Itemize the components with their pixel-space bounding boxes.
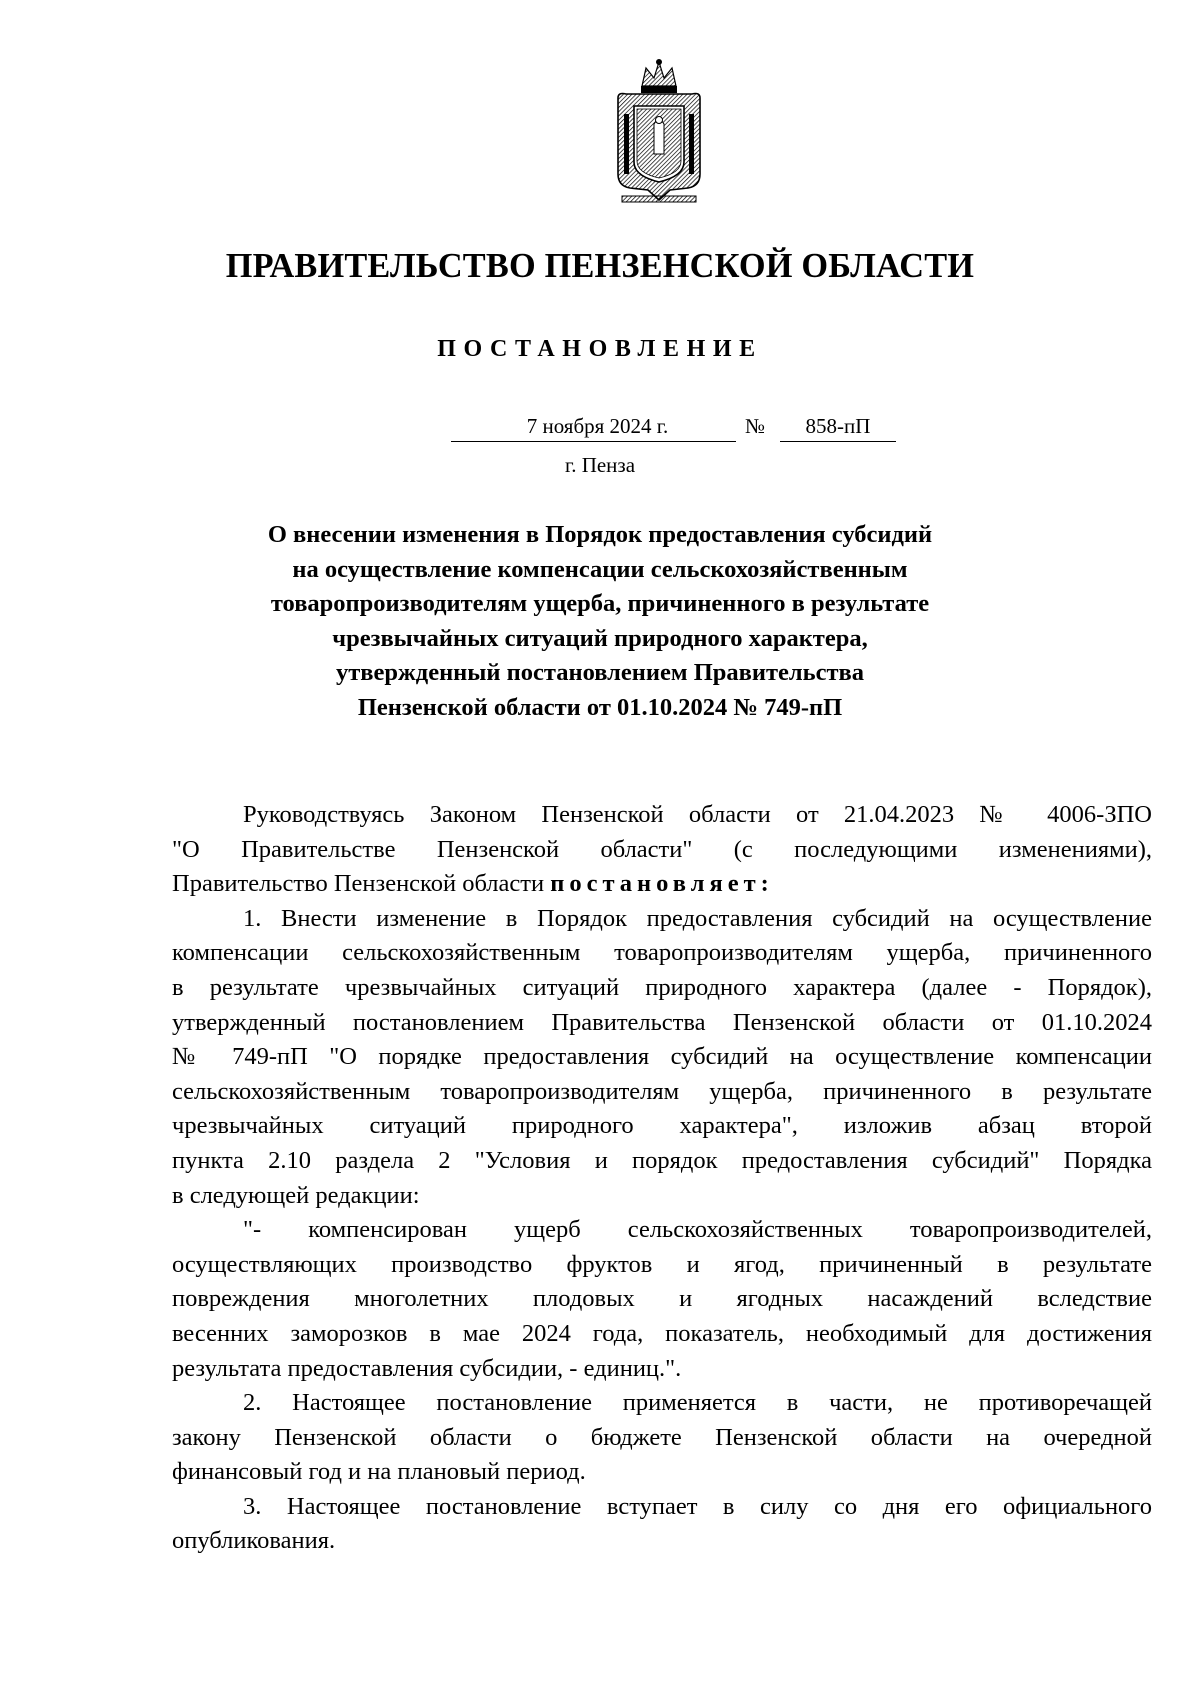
paragraph-1-line: утвержденный постановлением Правительства Пензенской области от 01.10.2024 bbox=[172, 1008, 1152, 1036]
resolution-verb: постановляет: bbox=[550, 870, 774, 898]
preamble-text: Правительство Пензенской области bbox=[172, 870, 551, 898]
quote-line: результата предоставления субсидии, - единиц.". bbox=[172, 1354, 682, 1382]
preamble-line: Руководствуясь Законом Пензенской области от 21.04.2023 № 4006-ЗПО bbox=[243, 801, 1152, 828]
paragraph-1-line: в результате чрезвычайных ситуаций природного характера (далее - Порядок), bbox=[172, 973, 1152, 1001]
paragraph-1-line: пункта 2.10 раздела 2 "Условия и порядок предоставления субсидий" Порядка bbox=[172, 1146, 1152, 1174]
document-date: 7 ноября 2024 г. bbox=[451, 412, 736, 442]
paragraph-1-line: чрезвычайных ситуаций природного характера", изложив абзац второй bbox=[172, 1112, 1152, 1140]
paragraph-1-line: в следующей редакции: bbox=[172, 1181, 420, 1209]
document-number: 858-пП bbox=[780, 412, 896, 442]
paragraph-3-line: 3. Настоящее постановление вступает в силу со дня его официального bbox=[243, 1492, 1152, 1520]
document-body bbox=[172, 798, 1152, 1559]
subject-line: чрезвычайных ситуаций природного характера, bbox=[332, 624, 868, 652]
penza-region-coat-of-arms-icon bbox=[604, 58, 714, 208]
preamble-line bbox=[172, 867, 1152, 902]
paragraph-2-line: 2. Настоящее постановление применяется в части, не противоречащей bbox=[243, 1389, 1152, 1417]
quote-line: осуществляющих производство фруктов и ягод, причиненный в результате bbox=[172, 1250, 1152, 1278]
document-type: ПОСТАНОВЛЕНИЕ bbox=[437, 336, 763, 362]
paragraph-1-line: компенсации сельскохозяйственным товаропроизводителям ущерба, причиненного bbox=[172, 939, 1152, 967]
date-number-line bbox=[451, 412, 1200, 444]
preamble-line: "О Правительстве Пензенской области" (с последующими изменениями), bbox=[172, 835, 1152, 863]
paragraph-2-line: финансовый год и на плановый период. bbox=[172, 1458, 586, 1486]
paragraph-1-line: 1. Внести изменение в Порядок предоставления субсидий на осуществление bbox=[243, 904, 1152, 932]
paragraph-2-line: закону Пензенской области о бюджете Пензенской области на очередной bbox=[172, 1423, 1152, 1451]
paragraph-3-line: опубликования. bbox=[172, 1527, 336, 1555]
subject-line: товаропроизводителям ущерба, причиненного в результате bbox=[270, 590, 930, 618]
document-subject bbox=[170, 518, 1030, 726]
subject-line: Пензенской области от 01.10.2024 № 749-пП bbox=[357, 693, 843, 721]
subject-line: на осуществление компенсации сельскохозяйственным bbox=[292, 555, 908, 583]
quote-line: весенних заморозков в мае 2024 года, показатель, необходимый для достижения bbox=[172, 1319, 1152, 1347]
quote-line: повреждения многолетних плодовых и ягодных насаждений вследствие bbox=[172, 1285, 1152, 1313]
number-sign: № bbox=[745, 414, 766, 438]
city: г. Пенза bbox=[564, 453, 636, 477]
government-title: ПРАВИТЕЛЬСТВО ПЕНЗЕНСКОЙ ОБЛАСТИ bbox=[225, 246, 975, 285]
subject-line: О внесении изменения в Порядок предоставления субсидий bbox=[267, 521, 933, 548]
subject-line: утвержденный постановлением Правительства bbox=[336, 659, 864, 687]
paragraph-1-line: сельскохозяйственным товаропроизводителям ущерба, причиненного в результате bbox=[172, 1077, 1152, 1105]
paragraph-1-line: № 749-пП "О порядке предоставления субсидий на осуществление компенсации bbox=[172, 1043, 1152, 1071]
quote-line: "- компенсирован ущерб сельскохозяйственных товаропроизводителей, bbox=[243, 1216, 1152, 1244]
